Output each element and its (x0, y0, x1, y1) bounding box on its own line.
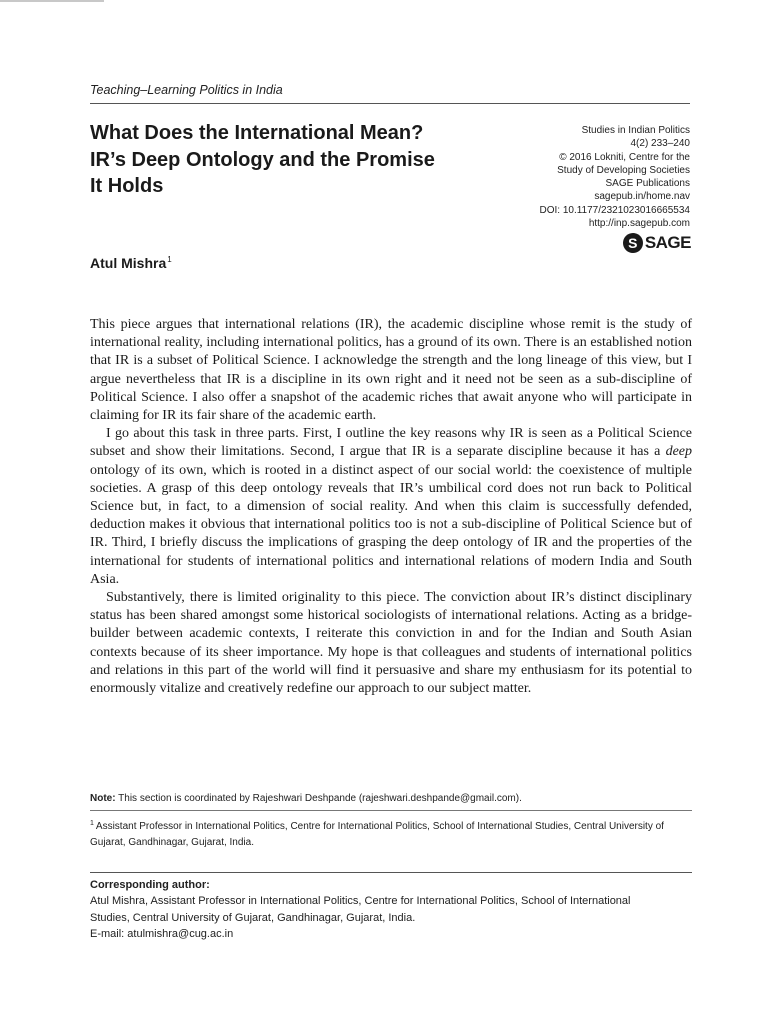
note-label: Note: (90, 793, 116, 804)
author-footnote-ref[interactable]: 1 (167, 255, 172, 264)
corresponding-line-1: Atul Mishra, Assistant Professor in International Politics, Centre for International Politics, School of International (90, 895, 631, 908)
article-title (90, 120, 510, 200)
section-divider (90, 103, 690, 104)
journal-copyright: © 2016 Lokniti, Centre for the (559, 151, 690, 163)
author-footnote (90, 816, 692, 850)
title-line-2: IR’s Deep Ontology and the Promise (90, 148, 435, 171)
journal-url[interactable]: http://inp.sagepub.com (588, 218, 690, 230)
journal-home-link[interactable]: sagepub.in/home.nav (594, 191, 690, 203)
footnote-divider (90, 810, 692, 811)
body-paragraph-1: This piece argues that international relations (IR), the academic discipline whose remit is the study of international reality, including international politics, has a ground of its own. There is an established notion that IR is a subset of Political Science. I acknowledge the strength and the long lineage of this view, but I argue nevertheless that IR is a discipline in its own right and it need not be seen as a sub-discipline of Political Science. I also offer a snapshot of the academic riches that await anyone who will participate in claiming for IR its fair share of the academic earth. (90, 317, 692, 424)
author-name: Atul Mishra (90, 255, 167, 271)
footnote-number: 1 (90, 820, 94, 827)
sage-logo (623, 232, 691, 254)
article-body (90, 316, 692, 698)
journal-publisher: SAGE Publications (605, 178, 690, 190)
section-label: Teaching–Learning Politics in India (90, 83, 283, 97)
author-byline (90, 255, 172, 271)
corresponding-author (90, 877, 692, 943)
body-paragraph-2 (90, 425, 692, 589)
paragraph-2-text-b: ontology of its own, which is rooted in a distinct aspect of our social world: the coexistence of multiple societies. A grasp of this deep ontology reveals that IR’s umbilical cord does not run back to Political Science but, in fact, to a dimension of social reality. And when this claim is successfully defended, deduction makes it obvious that international politics too is not a sub-discipline of Political Science but of IR. Third, I briefly discuss the implications of grasping the deep ontology of IR and the properties of the international for students of international politics and international relations of modern India and South Asia. (90, 462, 692, 587)
sage-logo-text: SAGE (644, 233, 691, 252)
body-paragraph-3: Substantively, there is limited originality to this piece. The conviction about IR’s distinct disciplinary status has been shared amongst some historical sociologists of international relations. Acting as a bridge-builder between academic contexts, I reiterate this conviction in and for the Indian and South Asian contexts because of its sheer importance. My hope is that colleagues and students of international politics and relations in this part of the world will find it persuasive and share my enthusiasm for its potential to enormously vitalize and creatively redefine our approach to our subject matter. (90, 590, 692, 697)
paragraph-2-text-a: I go about this task in three parts. First, I outline the key reasons why IR is seen as a Political Science subset and show their limitations. Second, I argue that IR is a separate discipline because it has a (90, 426, 692, 460)
journal-volume: 4(2) 233–240 (630, 138, 690, 150)
title-line-3: It Holds (90, 175, 164, 197)
corresponding-email[interactable]: E-mail: atulmishra@cug.ac.in (90, 928, 234, 941)
note-text: This section is coordinated by Rajeshwari Deshpande (rajeshwari.deshpande@gmail.com). (115, 793, 522, 804)
journal-name: Studies in Indian Politics (581, 125, 690, 136)
journal-copyright-cont: Study of Developing Societies (557, 164, 690, 176)
corresponding-divider (90, 872, 692, 873)
corresponding-line-2: Studies, Central University of Gujarat, Gandhinagar, Gujarat, India. (90, 911, 416, 924)
sage-logo-icon: S (623, 233, 643, 253)
editorial-note (90, 793, 692, 804)
corresponding-label: Corresponding author: (90, 879, 210, 891)
paragraph-2-emphasis: deep (665, 444, 692, 460)
title-line-1: What Does the International Mean? (90, 122, 424, 144)
page-corner-mark (0, 0, 104, 2)
footnote-text: Assistant Professor in International Politics, Centre for International Politics, School of International Studies, Central University of Gujarat, Gandhinagar, Gujarat, India. (90, 821, 664, 848)
journal-info (460, 124, 690, 230)
journal-doi[interactable]: DOI: 10.1177/2321023016665534 (539, 204, 690, 216)
